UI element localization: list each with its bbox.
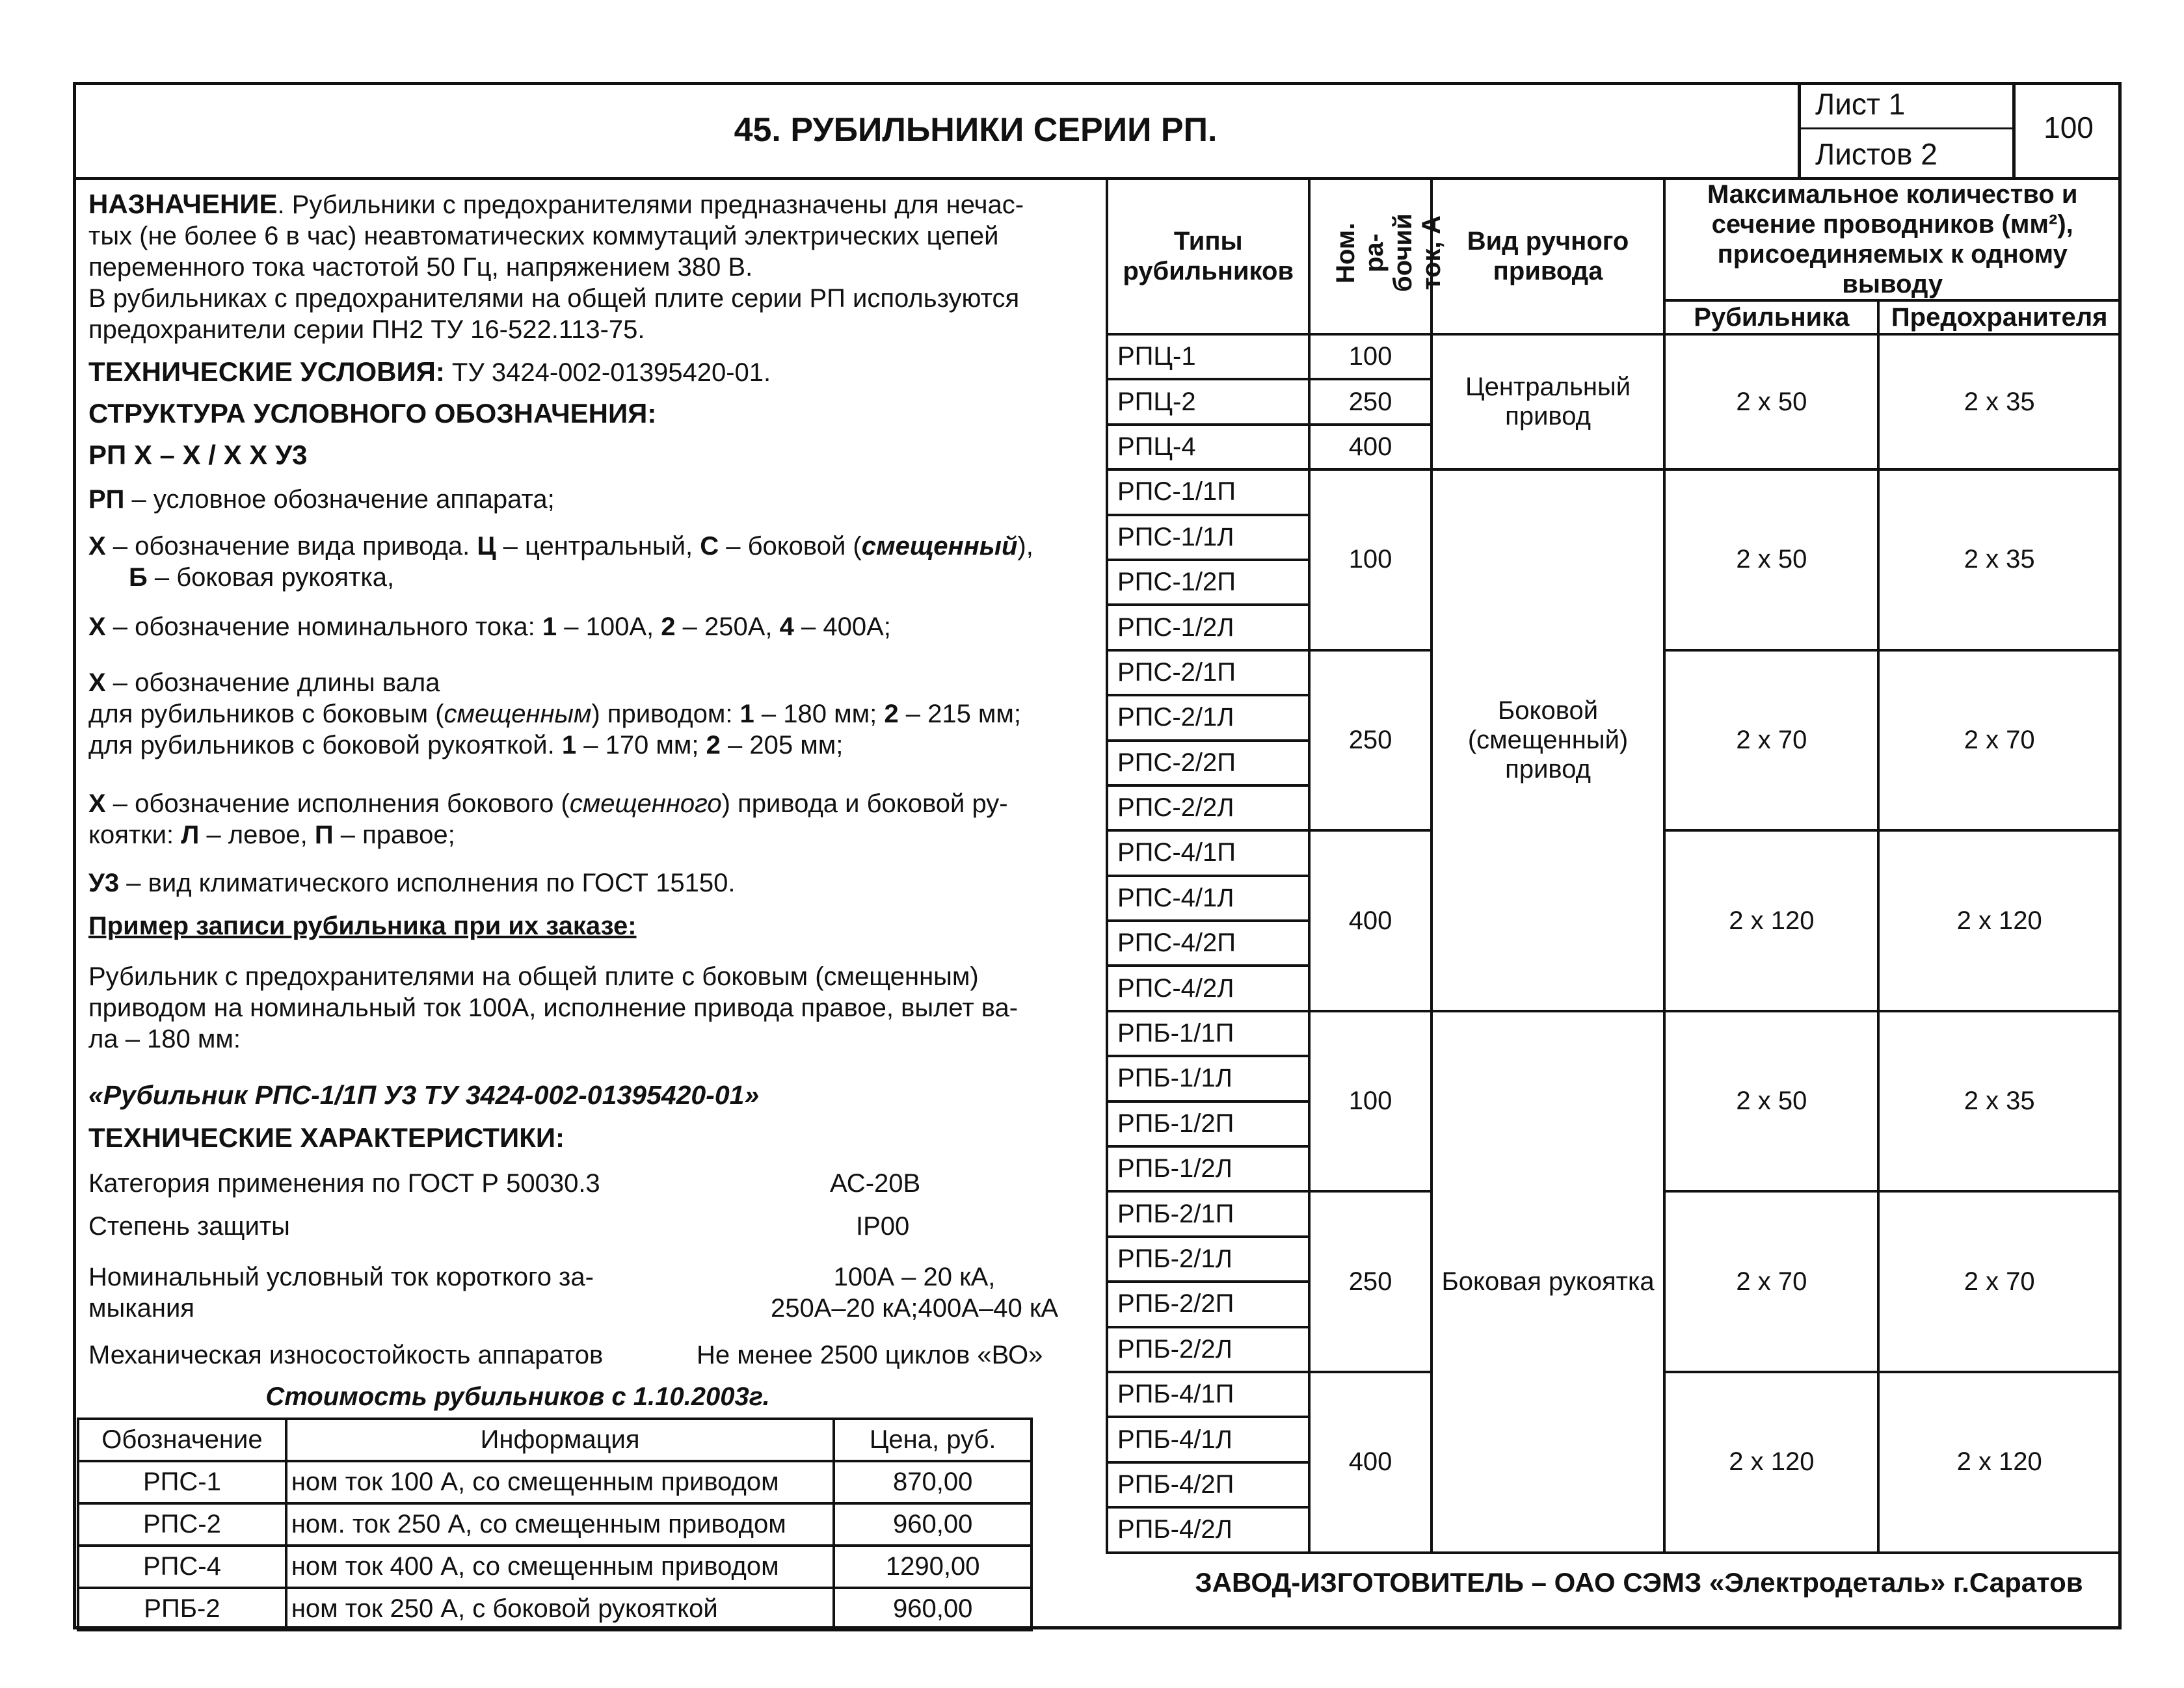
drive-cell: Боковой (смещенный) привод (1432, 469, 1665, 1011)
header-max-conductors: Максимальное количество и сечение проводников (мм²), присоединяемых к одному выводу (1664, 178, 2120, 300)
price-title: Стоимость рубильников с 1.10.2003г. (265, 1382, 770, 1411)
type-cell: РПБ-2/2П (1107, 1282, 1309, 1326)
type-cell: РПС-4/2П (1107, 921, 1309, 966)
table-row: РПС-2 ном. ток 250 А, со смещенным приводом 960,00 (78, 1503, 1032, 1546)
header-current: Ном. ра- бочий ток, А (1309, 178, 1431, 334)
tech-char-heading: ТЕХНИЧЕСКИЕ ХАРАКТЕРИСТИКИ: (88, 1122, 565, 1153)
table-row: РПС-1 ном ток 100 А, со смещенным приводом 870,00 (78, 1461, 1032, 1503)
type-cell: РПС-2/1Л (1107, 695, 1309, 740)
x4-definition: Х – обозначение исполнения бокового (смещенного) привода и боковой ру- коятки: Л – левое, П – правое; (88, 789, 1008, 849)
switch-section-cell: 2 x 120 (1664, 1372, 1878, 1553)
char-row: Степень защиты IP00 (88, 1212, 910, 1241)
current-cell: 400 (1309, 425, 1431, 469)
example-heading: Пример записи рубильника при их заказе: (88, 912, 637, 940)
current-cell: 400 (1309, 830, 1431, 1011)
current-cell: 100 (1309, 469, 1431, 650)
type-cell: РПС-4/1Л (1107, 876, 1309, 921)
table-row (1107, 334, 2120, 379)
type-cell: РПС-1/2П (1107, 560, 1309, 605)
purpose-paragraph: НАЗНАЧЕНИЕ. Рубильники с предохранителями предназначены для нечас- тых (не более 6 в час) неавтоматических коммутаций электрических цепей переменного тока частотой 50 Гц, напряжением 380 В. В рубильниках с предохранителями на общей плите серии РП используются предохранители серии ПН2 ТУ 16-522.113-75. (88, 189, 1024, 344)
sheets-label: Листов 2 (1798, 129, 2012, 177)
table-row: РПБ-2 ном ток 250 А, с боковой рукояткой 960,00 (78, 1588, 1032, 1630)
table-row: РПС-4 ном ток 400 А, со смещенным приводом 1290,00 (78, 1546, 1032, 1588)
type-cell: РПБ-4/2Л (1107, 1507, 1309, 1552)
current-cell: 250 (1309, 1191, 1431, 1372)
char-row: Механическая износостойкость аппаратов Не менее 2500 циклов «ВО» (88, 1341, 1043, 1369)
switch-section-cell: 2 x 70 (1664, 1191, 1878, 1372)
type-cell: РПЦ-1 (1107, 334, 1309, 379)
sheet-info-box (1798, 82, 2122, 177)
x2-definition: Х – обозначение номинального тока: 1 – 100А, 2 – 250А, 4 – 400А; (88, 613, 891, 641)
type-cell: РПБ-2/2Л (1107, 1327, 1309, 1372)
type-cell: РПС-1/1Л (1107, 515, 1309, 560)
switch-section-cell: 2 x 50 (1664, 334, 1878, 469)
fuse-section-cell: 2 x 35 (1878, 1011, 2120, 1192)
current-cell: 400 (1309, 1372, 1431, 1553)
fuse-section-cell: 2 x 70 (1878, 1191, 2120, 1372)
header-switch: Рубильника (1664, 300, 1878, 334)
switch-section-cell: 2 x 50 (1664, 469, 1878, 650)
switch-types-table (1106, 177, 2122, 1554)
fuse-section-cell: 2 x 35 (1878, 334, 2120, 469)
drive-cell: Центральный привод (1432, 334, 1665, 469)
current-cell: 100 (1309, 1011, 1431, 1192)
x1-definition: Х – обозначение вида привода. Ц – центральный, С – боковой (смещенный), Б – боковая рукоятка, (88, 532, 1033, 592)
example-text: Рубильник с предохранителями на общей плите с боковым (смещенным) приводом на номинальный ток 100А, исполнение привода правое, вылет ва- ла – 180 мм: (88, 962, 1019, 1053)
type-cell: РПБ-2/1Л (1107, 1237, 1309, 1282)
type-cell: РПБ-4/2П (1107, 1462, 1309, 1507)
type-cell: РПБ-4/1П (1107, 1372, 1309, 1417)
current-cell: 100 (1309, 334, 1431, 379)
char-row: Категория применения по ГОСТ Р 50030.3 АС-20В (88, 1169, 921, 1198)
page-number: 100 (2012, 82, 2122, 177)
header-drive: Вид ручного привода (1432, 178, 1665, 334)
sheet-label: Лист 1 (1798, 82, 2012, 129)
manufacturer-footer: ЗАВОД-ИЗГОТОВИТЕЛЬ – ОАО СЭМЗ «Электродеталь» г.Саратов (1195, 1567, 2083, 1598)
type-cell: РПБ-4/1Л (1107, 1417, 1309, 1462)
x3-definition: Х – обозначение длины вала для рубильников с боковым (смещенным) приводом: 1 – 180 мм; 2 – 215 мм; для рубильников с боковой рукояткой. 1 – 170 мм; 2 – 205 мм; (88, 668, 1022, 759)
rp-definition: РП – условное обозначение аппарата; (88, 485, 555, 514)
type-cell: РПС-1/2Л (1107, 605, 1309, 650)
fuse-section-cell: 2 x 120 (1878, 830, 2120, 1011)
type-cell: РПБ-2/1П (1107, 1191, 1309, 1236)
fuse-section-cell: 2 x 120 (1878, 1372, 2120, 1553)
current-cell: 250 (1309, 650, 1431, 831)
type-cell: РПЦ-2 (1107, 379, 1309, 424)
switch-section-cell: 2 x 50 (1664, 1011, 1878, 1192)
structure-code: РП Х – Х / Х Х У3 (88, 440, 308, 470)
type-cell: РПЦ-4 (1107, 425, 1309, 469)
page-title: 45. РУБИЛЬНИКИ СЕРИИ РП. (734, 111, 1218, 149)
type-cell: РПБ-1/2Л (1107, 1146, 1309, 1191)
structure-heading: СТРУКТУРА УСЛОВНОГО ОБОЗНАЧЕНИЯ: (88, 398, 657, 429)
table-header-row (1107, 178, 2120, 300)
type-cell: РПС-4/1П (1107, 830, 1309, 875)
tech-conditions: ТЕХНИЧЕСКИЕ УСЛОВИЯ: ТУ 3424-002-01395420-01. (88, 356, 771, 387)
table-row (1107, 469, 2120, 514)
switch-section-cell: 2 x 120 (1664, 830, 1878, 1011)
drive-cell: Боковая рукоятка (1432, 1011, 1665, 1553)
type-cell: РПС-2/1П (1107, 650, 1309, 695)
type-cell: РПС-2/2Л (1107, 785, 1309, 830)
table-row (1107, 1011, 2120, 1056)
switch-section-cell: 2 x 70 (1664, 650, 1878, 831)
char-row: Номинальный условный ток короткого за- мыкания 100А – 20 кА, 250А–20 кА;400А–40 кА (88, 1263, 1058, 1323)
example-quote: «Рубильник РПС-1/1П У3 ТУ 3424-002-01395420-01» (88, 1080, 760, 1110)
header-types: Типы рубильников (1107, 178, 1309, 334)
fuse-section-cell: 2 x 35 (1878, 469, 2120, 650)
type-cell: РПБ-1/2П (1107, 1101, 1309, 1146)
price-table (77, 1418, 1033, 1631)
type-cell: РПБ-1/1П (1107, 1011, 1309, 1056)
header-fuse: Предохранителя (1878, 300, 2120, 334)
u3-definition: У3 – вид климатического исполнения по ГОСТ 15150. (88, 869, 736, 897)
type-cell: РПС-4/2Л (1107, 966, 1309, 1010)
current-cell: 250 (1309, 379, 1431, 424)
fuse-section-cell: 2 x 70 (1878, 650, 2120, 831)
type-cell: РПС-2/2П (1107, 741, 1309, 785)
table-row: Обозначение Информация Цена, руб. (78, 1419, 1032, 1461)
type-cell: РПС-1/1П (1107, 469, 1309, 514)
type-cell: РПБ-1/1Л (1107, 1056, 1309, 1101)
